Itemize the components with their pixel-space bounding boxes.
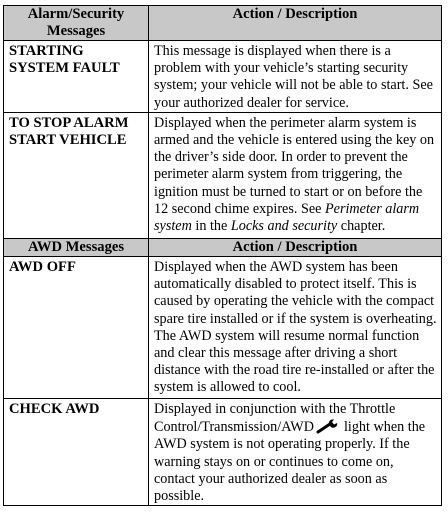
message-description	[149, 112, 442, 238]
column-header-action: Action / Description	[149, 6, 442, 41]
table-row	[4, 257, 442, 399]
description-text: chapter.	[337, 218, 386, 235]
description-text: in the	[191, 218, 231, 235]
message-description: Displayed when the AWD system has been automatically disabled to protect itself. This is caused by operating the vehicle with the compact spare tire installed or if the system is overheating. The AWD system will resume normal function and clear this message after driving a short distance with the road tire re-installed or after the system is allowed to cool.	[149, 257, 442, 399]
message-name: AWD OFF	[4, 257, 149, 399]
table-row	[4, 41, 442, 113]
awd-messages-table	[3, 238, 442, 506]
message-name: CHECK AWD	[4, 399, 149, 506]
table-header-row	[4, 239, 442, 257]
message-description: This message is displayed when there is a problem with your vehicle’s starting security system; your vehicle will not be able to start. See your authorized dealer for service.	[149, 41, 442, 113]
table-row	[4, 399, 442, 506]
table-row	[4, 112, 442, 238]
description-text: Displayed in conjunction with the Throttle Control/Transmission/AWD	[154, 401, 396, 436]
message-description	[149, 399, 442, 506]
wrench-icon	[316, 418, 342, 434]
message-name: TO STOP ALARM START VEHICLE	[4, 112, 149, 238]
alarm-security-table	[3, 5, 442, 239]
table-header-row	[4, 6, 442, 41]
column-header-action: Action / Description	[149, 239, 442, 257]
description-text: Displayed when the perimeter alarm system is armed and the vehicle is entered using the key on the driver’s side door. In order to prevent the perimeter alarm system from triggering, the ignition must be turned to start or on before the 12 second chime expires. See	[154, 114, 435, 217]
message-name: STARTING SYSTEM FAULT	[4, 41, 149, 113]
column-header-messages: Alarm/Security Messages	[4, 6, 149, 41]
cross-reference-section: Perimeter alarm system	[154, 200, 420, 235]
cross-reference-chapter: Locks and security	[230, 218, 338, 235]
column-header-messages: AWD Messages	[4, 239, 149, 257]
description-text: light when the AWD system is not operating properly. If the warning stays on or continues to come on, contact your authorized dealer as soon as possible.	[154, 419, 426, 505]
